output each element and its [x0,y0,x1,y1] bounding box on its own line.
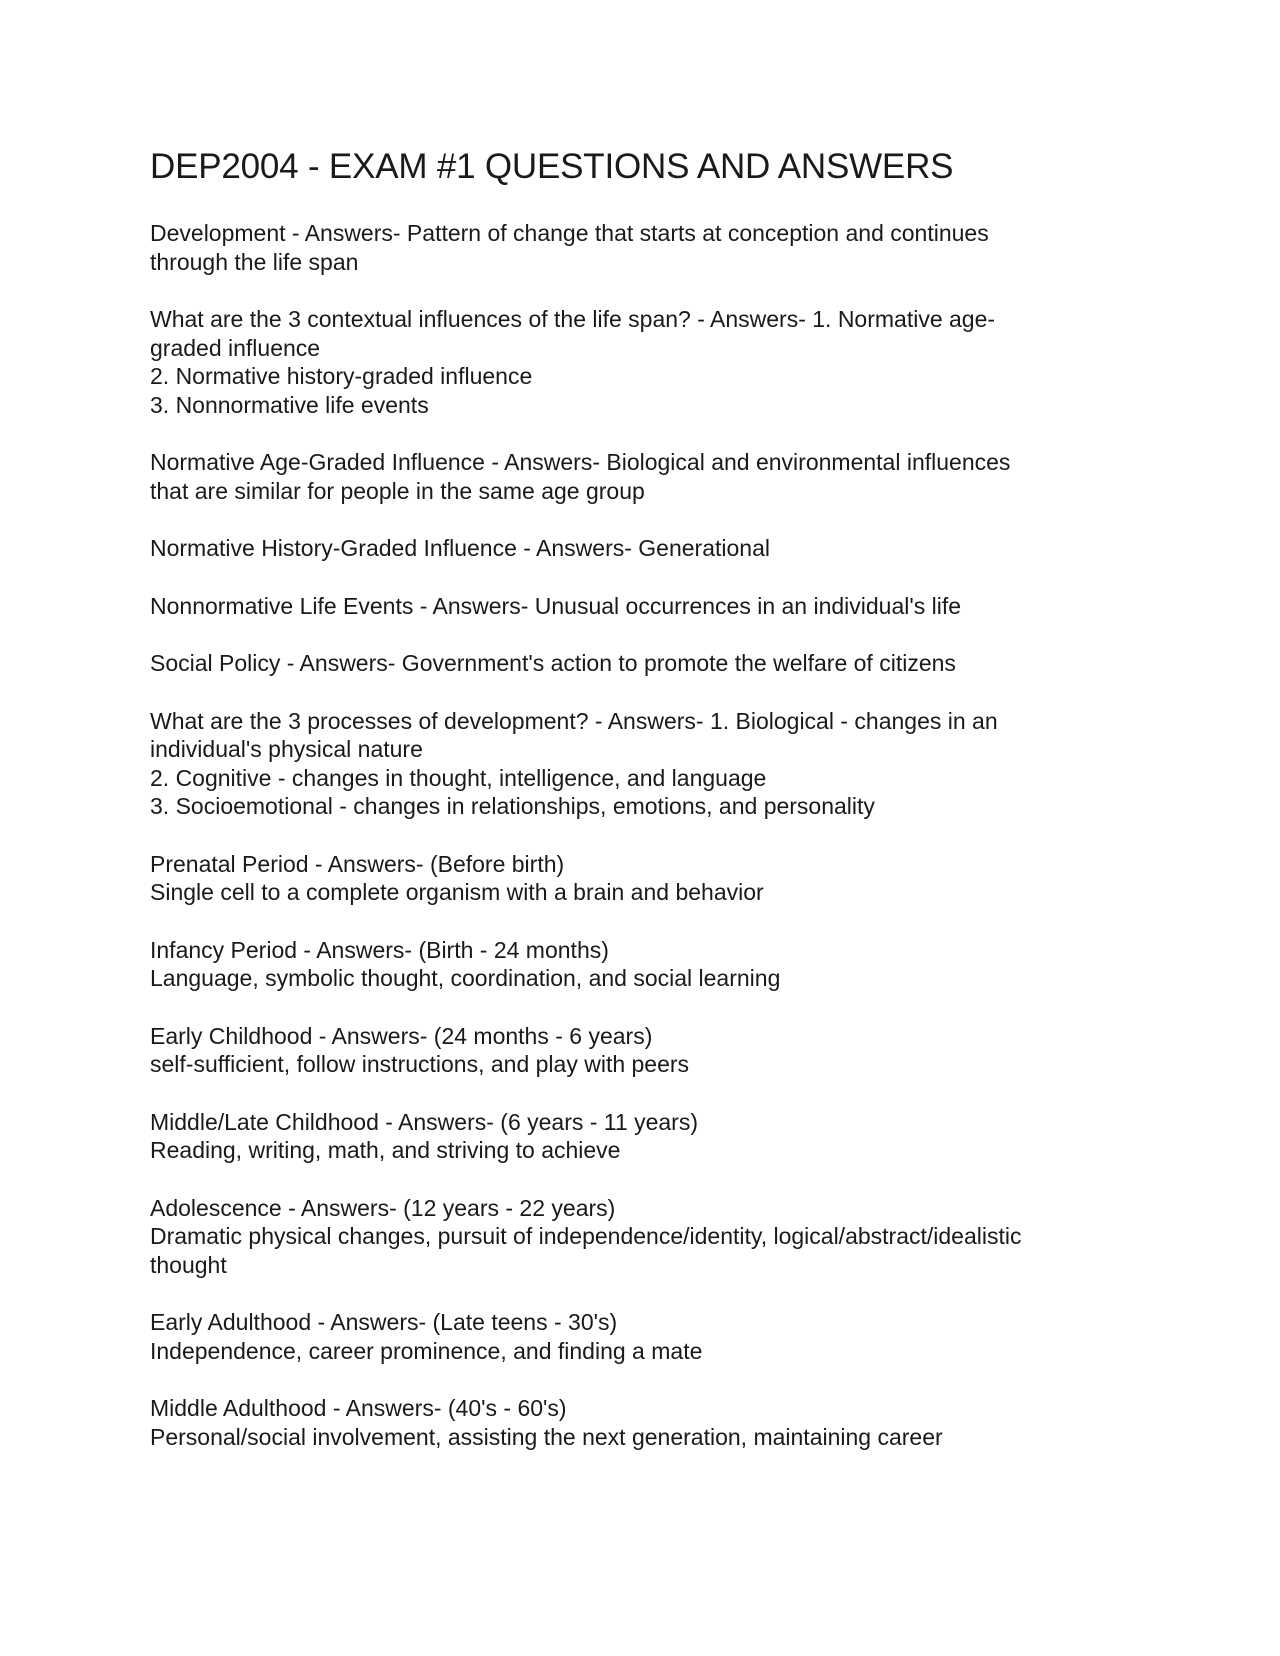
qa-entry-line: Personal/social involvement, assisting the next generation, maintaining career [150,1423,943,1450]
qa-entry-line: Reading, writing, math, and striving to achieve [150,1137,621,1163]
qa-entry-line: through the life span [150,248,359,275]
page-title: DEP2004 - EXAM #1 QUESTIONS AND ANSWERS [150,147,954,186]
qa-entry-line: Early Adulthood - Answers- (Late teens - 30's) [150,1309,618,1335]
qa-entry-line: What are the 3 contextual influences of the life span? - Answers- 1. Normative age- [150,306,996,332]
qa-entry-line: 3. Socioemotional - changes in relationships, emotions, and personality [150,793,875,819]
qa-entry [150,707,1150,821]
qa-entry [150,592,1150,621]
qa-entry [150,305,1150,419]
qa-entry-line: What are the 3 processes of development? - Answers- 1. Biological - changes in an [150,707,998,734]
qa-entry [150,534,1150,563]
qa-entry-line: Prenatal Period - Answers- (Before birth) [150,850,565,877]
qa-entry-line: Middle/Late Childhood - Answers- (6 years - 11 years) [150,1108,698,1135]
qa-entry [150,1308,1150,1365]
qa-entry [150,1108,1150,1165]
qa-entry [150,1194,1150,1280]
qa-entry-line: Adolescence - Answers- (12 years - 22 years) [150,1194,616,1221]
qa-entry [150,219,1150,276]
qa-entry [150,1394,1150,1451]
qa-entry-line: Normative Age-Graded Influence - Answers- Biological and environmental influences [150,449,1011,475]
qa-entry-line: that are similar for people in the same age group [150,477,645,504]
qa-entry-line: Single cell to a complete organism with a brain and behavior [150,879,764,905]
qa-entry-line: thought [150,1251,227,1278]
qa-entry-line: Independence, career prominence, and finding a mate [150,1337,703,1364]
qa-entry-line: Dramatic physical changes, pursuit of independence/identity, logical/abstract/idealistic [150,1223,1022,1249]
qa-entry-line: self-sufficient, follow instructions, and play with peers [150,1051,690,1077]
qa-entry-line: Early Childhood - Answers- (24 months - 6 years) [150,1022,653,1049]
qa-entry [150,448,1150,505]
qa-entry-line: 2. Normative history-graded influence [150,363,533,389]
qa-entry-line: Language, symbolic thought, coordination, and social learning [150,965,781,991]
qa-entry [150,936,1150,993]
qa-entry-line: graded influence [150,334,321,361]
qa-entry-line: 2. Cognitive - changes in thought, intelligence, and language [150,764,767,791]
qa-entry-line: individual's physical nature [150,736,423,762]
qa-entry-line: Development - Answers- Pattern of change that starts at conception and continues [150,220,989,246]
qa-entry-line: Nonnormative Life Events - Answers- Unusual occurrences in an individual's life [150,592,962,619]
qa-entry [150,649,1150,678]
qa-entry [150,850,1150,907]
qa-entry-line: Normative History-Graded Influence - Answers- Generational [150,535,770,561]
qa-entry-line: Infancy Period - Answers- (Birth - 24 months) [150,936,609,963]
qa-entry-line: Social Policy - Answers- Government's action to promote the welfare of citizens [150,650,956,676]
qa-entry-line: Middle Adulthood - Answers- (40's - 60's) [150,1395,567,1421]
qa-entry [150,1022,1150,1079]
qa-entry-line: 3. Nonnormative life events [150,391,429,418]
qa-entries [150,219,1150,1480]
